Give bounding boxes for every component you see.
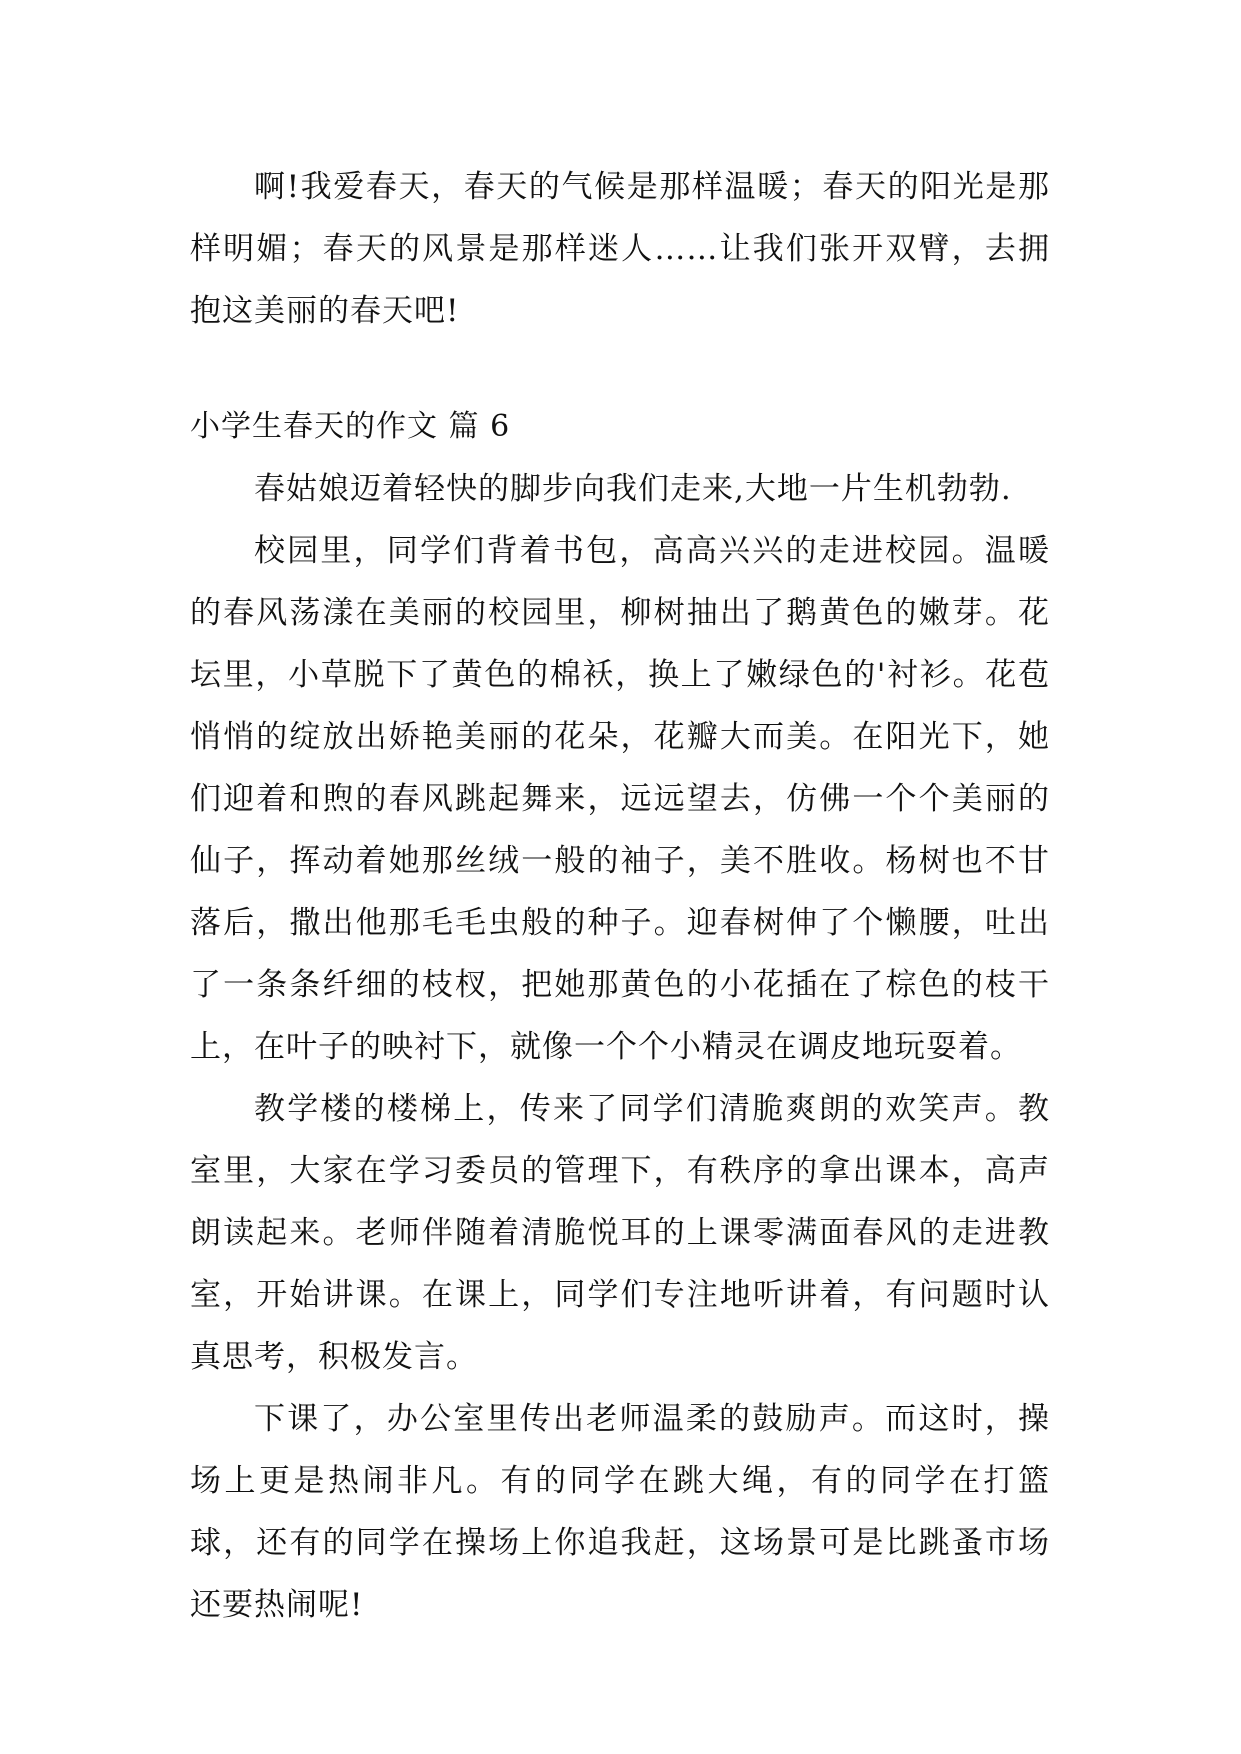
paragraph-campus: 校园里，同学们背着书包，高高兴兴的走进校园。温暖的春风荡漾在美丽的校园里，柳树抽出了鹅黄色的嫩芽。花坛里，小草脱下了黄色的棉袄，换上了嫩绿色的'衬衫。花苞悄悄的绽放出娇艳美丽的花朵，花瓣大而美。在阳光下，她们迎着和煦的春风跳起舞来，远远望去，仿佛一个个美丽的仙子，挥动着她那丝绒一般的袖子，美不胜收。杨树也不甘落后，撒出他那毛毛虫般的种子。迎春树伸了个懒腰，吐出了一条条纤细的枝杈，把她那黄色的小花插在了棕色的枝干上，在叶子的映衬下，就像一个个小精灵在调皮地玩耍着。 [190,533,1050,1065]
section-spacer [190,342,1050,396]
document-page [190,156,1050,1636]
section-heading: 小学生春天的作文 篇 6 [190,409,511,444]
paragraph-closing: 啊!我爱春天，春天的气候是那样温暖；春天的阳光是那样明媚；春天的风景是那样迷人……让我们张开双臂，去拥抱这美丽的春天吧! [190,169,1050,329]
paragraph-intro: 春姑娘迈着轻快的脚步向我们走来,大地一片生机勃勃. [254,471,1012,507]
paragraph-classroom: 教学楼的楼梯上，传来了同学们清脆爽朗的欢笑声。教室里，大家在学习委员的管理下，有秩序的拿出课本，高声朗读起来。老师伴随着清脆悦耳的上课零满面春风的走进教室，开始讲课。在课上，同学们专注地听讲着，有问题时认真思考，积极发言。 [190,1091,1050,1375]
paragraph-playground: 下课了，办公室里传出老师温柔的鼓励声。而这时，操场上更是热闹非凡。有的同学在跳大绳，有的同学在打篮球，还有的同学在操场上你追我赶，这场景可是比跳蚤市场还要热闹呢! [190,1401,1050,1623]
